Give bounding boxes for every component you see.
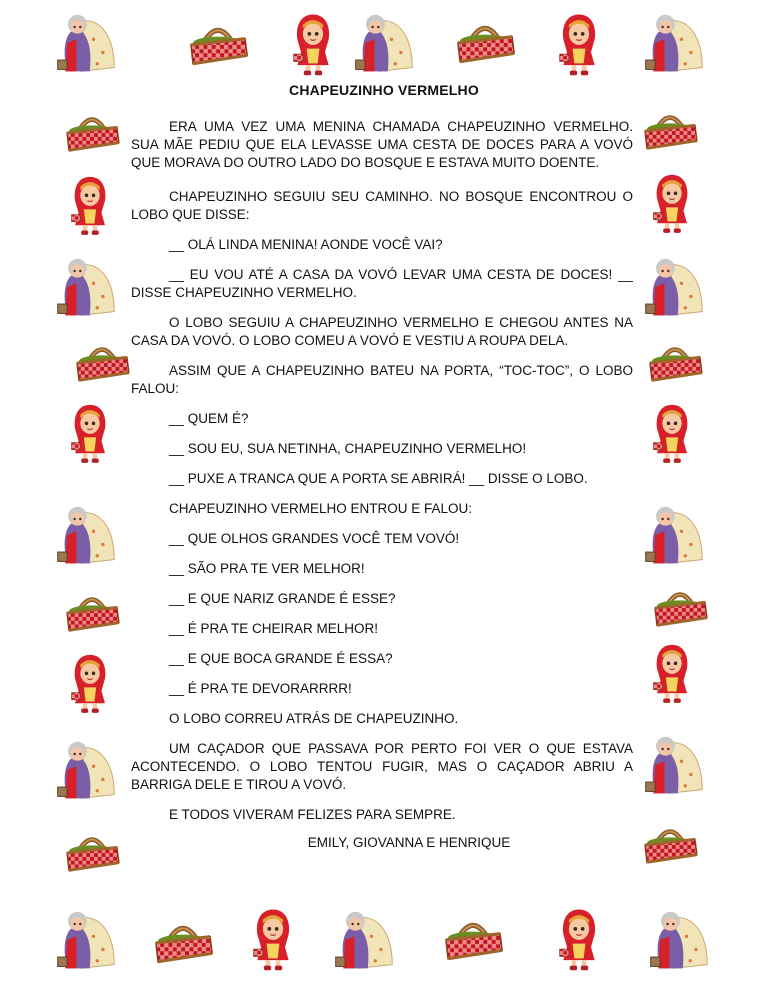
grandma-image bbox=[350, 8, 416, 80]
dialogue-line: __ QUE OLHOS GRANDES VOCÊ TEM VOVÓ! bbox=[169, 531, 460, 546]
paragraph: ERA UMA VEZ UMA MENINA CHAMADA CHAPEUZINHO VERMELHO. SUA MÃE PEDIU QUE ELA LEVASSE UMA CESTA DE DOCES PARA A VOVÓ QUE MORAVA DO OUTRO LADO DO BOSQUE E ESTAVA MUITO DOENTE. bbox=[131, 119, 633, 170]
dialogue-line: __ E QUE NARIZ GRANDE É ESSE? bbox=[169, 591, 396, 606]
basket-image bbox=[150, 918, 216, 970]
red-riding-hood-image bbox=[68, 400, 112, 466]
paragraph: CHAPEUZINHO SEGUIU SEU CAMINHO. NO BOSQUE ENCONTROU O LOBO QUE DISSE: bbox=[131, 189, 633, 222]
dialogue-line: __ QUEM É? bbox=[169, 411, 249, 426]
basket-image bbox=[650, 585, 710, 633]
grandma-image bbox=[52, 252, 118, 324]
red-riding-hood-image bbox=[68, 650, 112, 716]
dialogue-line: __ SÃO PRA TE VER MELHOR! bbox=[169, 561, 365, 576]
paragraph: UM CAÇADOR QUE PASSAVA POR PERTO FOI VER O QUE ESTAVA ACONTECENDO. O LOBO TENTOU FUGIR, MAS O CAÇADOR ABRIU A BARRIGA DELE E TIROU A VOVÓ. bbox=[131, 741, 633, 792]
grandma-image bbox=[640, 730, 706, 802]
grandma-image bbox=[640, 252, 706, 324]
basket-image bbox=[185, 20, 251, 72]
red-riding-hood-image bbox=[250, 905, 296, 973]
grandma-image bbox=[52, 905, 118, 977]
dialogue-line: __ E QUE BOCA GRANDE É ESSA? bbox=[169, 651, 393, 666]
basket-image bbox=[440, 915, 506, 967]
red-riding-hood-image bbox=[556, 10, 602, 78]
grandma-image bbox=[645, 905, 711, 977]
red-riding-hood-image bbox=[556, 905, 602, 973]
grandma-image bbox=[52, 8, 118, 80]
red-riding-hood-image bbox=[650, 640, 694, 706]
story-text bbox=[131, 118, 633, 852]
basket-image bbox=[72, 340, 132, 388]
grandma-image bbox=[330, 905, 396, 977]
basket-image bbox=[62, 110, 122, 158]
grandma-image bbox=[640, 500, 706, 572]
paragraph: E TODOS VIVERAM FELIZES PARA SEMPRE. bbox=[169, 807, 456, 822]
basket-image bbox=[452, 18, 518, 70]
grandma-image bbox=[640, 8, 706, 80]
basket-image bbox=[62, 590, 122, 638]
paragraph: ASSIM QUE A CHAPEUZINHO BATEU NA PORTA, “TOC-TOC”, O LOBO FALOU: bbox=[131, 363, 633, 396]
grandma-image bbox=[52, 735, 118, 807]
basket-image bbox=[62, 830, 122, 878]
red-riding-hood-image bbox=[290, 10, 336, 78]
red-riding-hood-image bbox=[650, 170, 694, 236]
red-riding-hood-image bbox=[68, 172, 112, 238]
paragraph: O LOBO SEGUIU A CHAPEUZINHO VERMELHO E CHEGOU ANTES NA CASA DA VOVÓ. O LOBO COMEU A VOVÓ E VESTIU A ROUPA DELA. bbox=[131, 315, 633, 348]
basket-image bbox=[640, 108, 700, 156]
paragraph: __ EU VOU ATÉ A CASA DA VOVÓ LEVAR UMA CESTA DE DOCES! __ DISSE CHAPEUZINHO VERMELHO. bbox=[131, 267, 633, 300]
dialogue-line: __ SOU EU, SUA NETINHA, CHAPEUZINHO VERMELHO! bbox=[169, 441, 527, 456]
paragraph: O LOBO CORREU ATRÁS DE CHAPEUZINHO. bbox=[169, 711, 459, 726]
dialogue-line: __ PUXE A TRANCA QUE A PORTA SE ABRIRÁ! __ DISSE O LOBO. bbox=[169, 471, 588, 486]
dialogue-line: __ OLÁ LINDA MENINA! AONDE VOCÊ VAI? bbox=[169, 237, 443, 252]
dialogue-line: __ É PRA TE CHEIRAR MELHOR! bbox=[169, 621, 379, 636]
basket-image bbox=[640, 822, 700, 870]
grandma-image bbox=[52, 500, 118, 572]
red-riding-hood-image bbox=[650, 400, 694, 466]
page-title: CHAPEUZINHO VERMELHO bbox=[289, 82, 479, 98]
paragraph: CHAPEUZINHO VERMELHO ENTROU E FALOU: bbox=[169, 501, 473, 516]
signature: EMILY, GIOVANNA E HENRIQUE bbox=[307, 835, 511, 850]
dialogue-line: __ É PRA TE DEVORARRRR! bbox=[169, 681, 352, 696]
basket-image bbox=[645, 340, 705, 388]
